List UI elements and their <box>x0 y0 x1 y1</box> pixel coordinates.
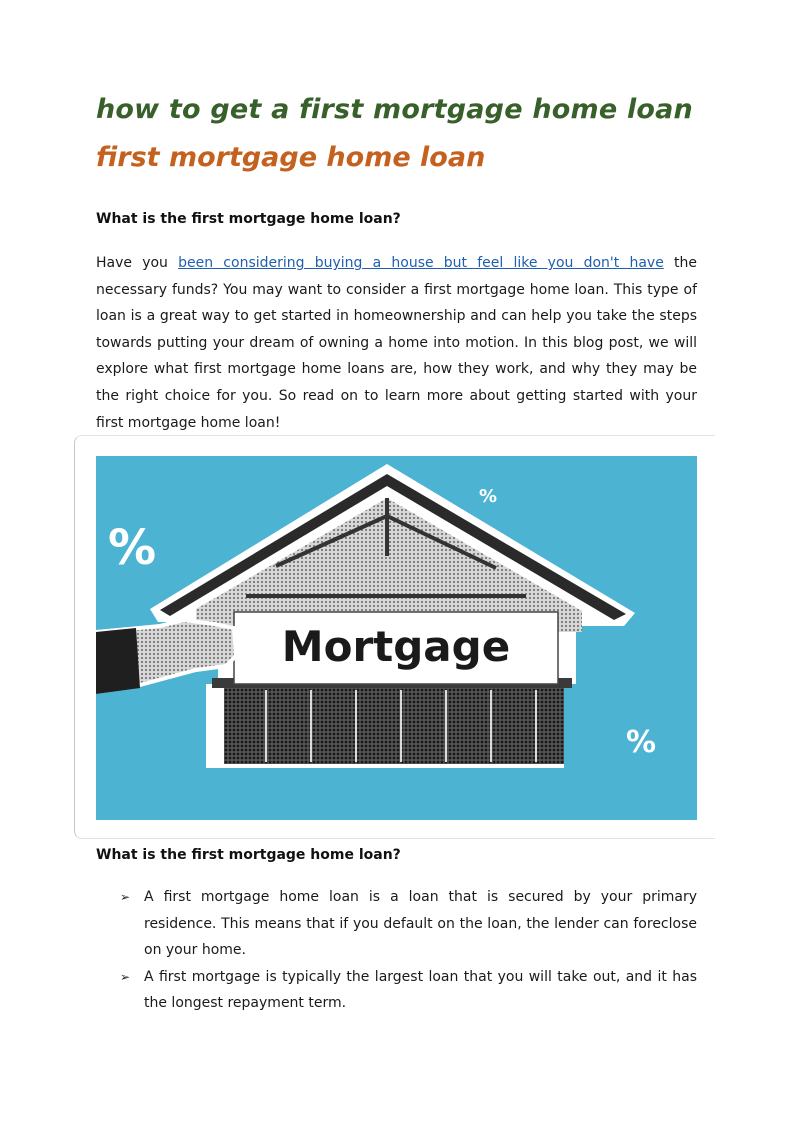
list-item <box>120 884 697 964</box>
definition-list <box>120 884 697 1017</box>
list-item-text: A first mortgage is typically the largest loan that you will take out, and it has the longest repayment term. <box>144 968 697 1012</box>
arrow-bullet-icon: ➢ <box>120 890 131 904</box>
percent-sign-small: % <box>479 486 498 507</box>
percent-sign-right: % <box>626 725 657 760</box>
list-item-text: A first mortgage home loan is a loan that is secured by your primary residence. This means that if you default on the loan, the lender can foreclose on your home. <box>144 889 697 959</box>
document-subtitle: first mortgage home loan <box>96 142 486 173</box>
arrow-bullet-icon: ➢ <box>120 969 131 984</box>
intro-text-rest: the necessary funds? You may want to consider a first mortgage home loan. This type of loan is a great way to get started in homeownership and can help you take the steps towards putting your dream of owning a home into motion. In this blog post, we will explore what first mortgage home loans are, how they work, and why they may be the right choice for you. So read on to learn more about getting started with your first mortgage home loan! <box>96 255 697 431</box>
intro-paragraph <box>96 250 697 436</box>
mortgage-sign-text: Mortgage <box>281 622 511 671</box>
intro-link[interactable]: been considering buying a house but feel like you don't have <box>178 255 664 271</box>
mortgage-house-image <box>96 456 697 820</box>
document-title: how to get a first mortgage home loan <box>96 94 693 125</box>
section-heading-definition: What is the first mortgage home loan? <box>96 847 401 863</box>
percent-sign-large: % <box>108 520 157 576</box>
section-heading-intro: What is the first mortgage home loan? <box>96 211 401 227</box>
list-item <box>120 964 697 1017</box>
intro-text-start: Have you <box>96 255 179 271</box>
